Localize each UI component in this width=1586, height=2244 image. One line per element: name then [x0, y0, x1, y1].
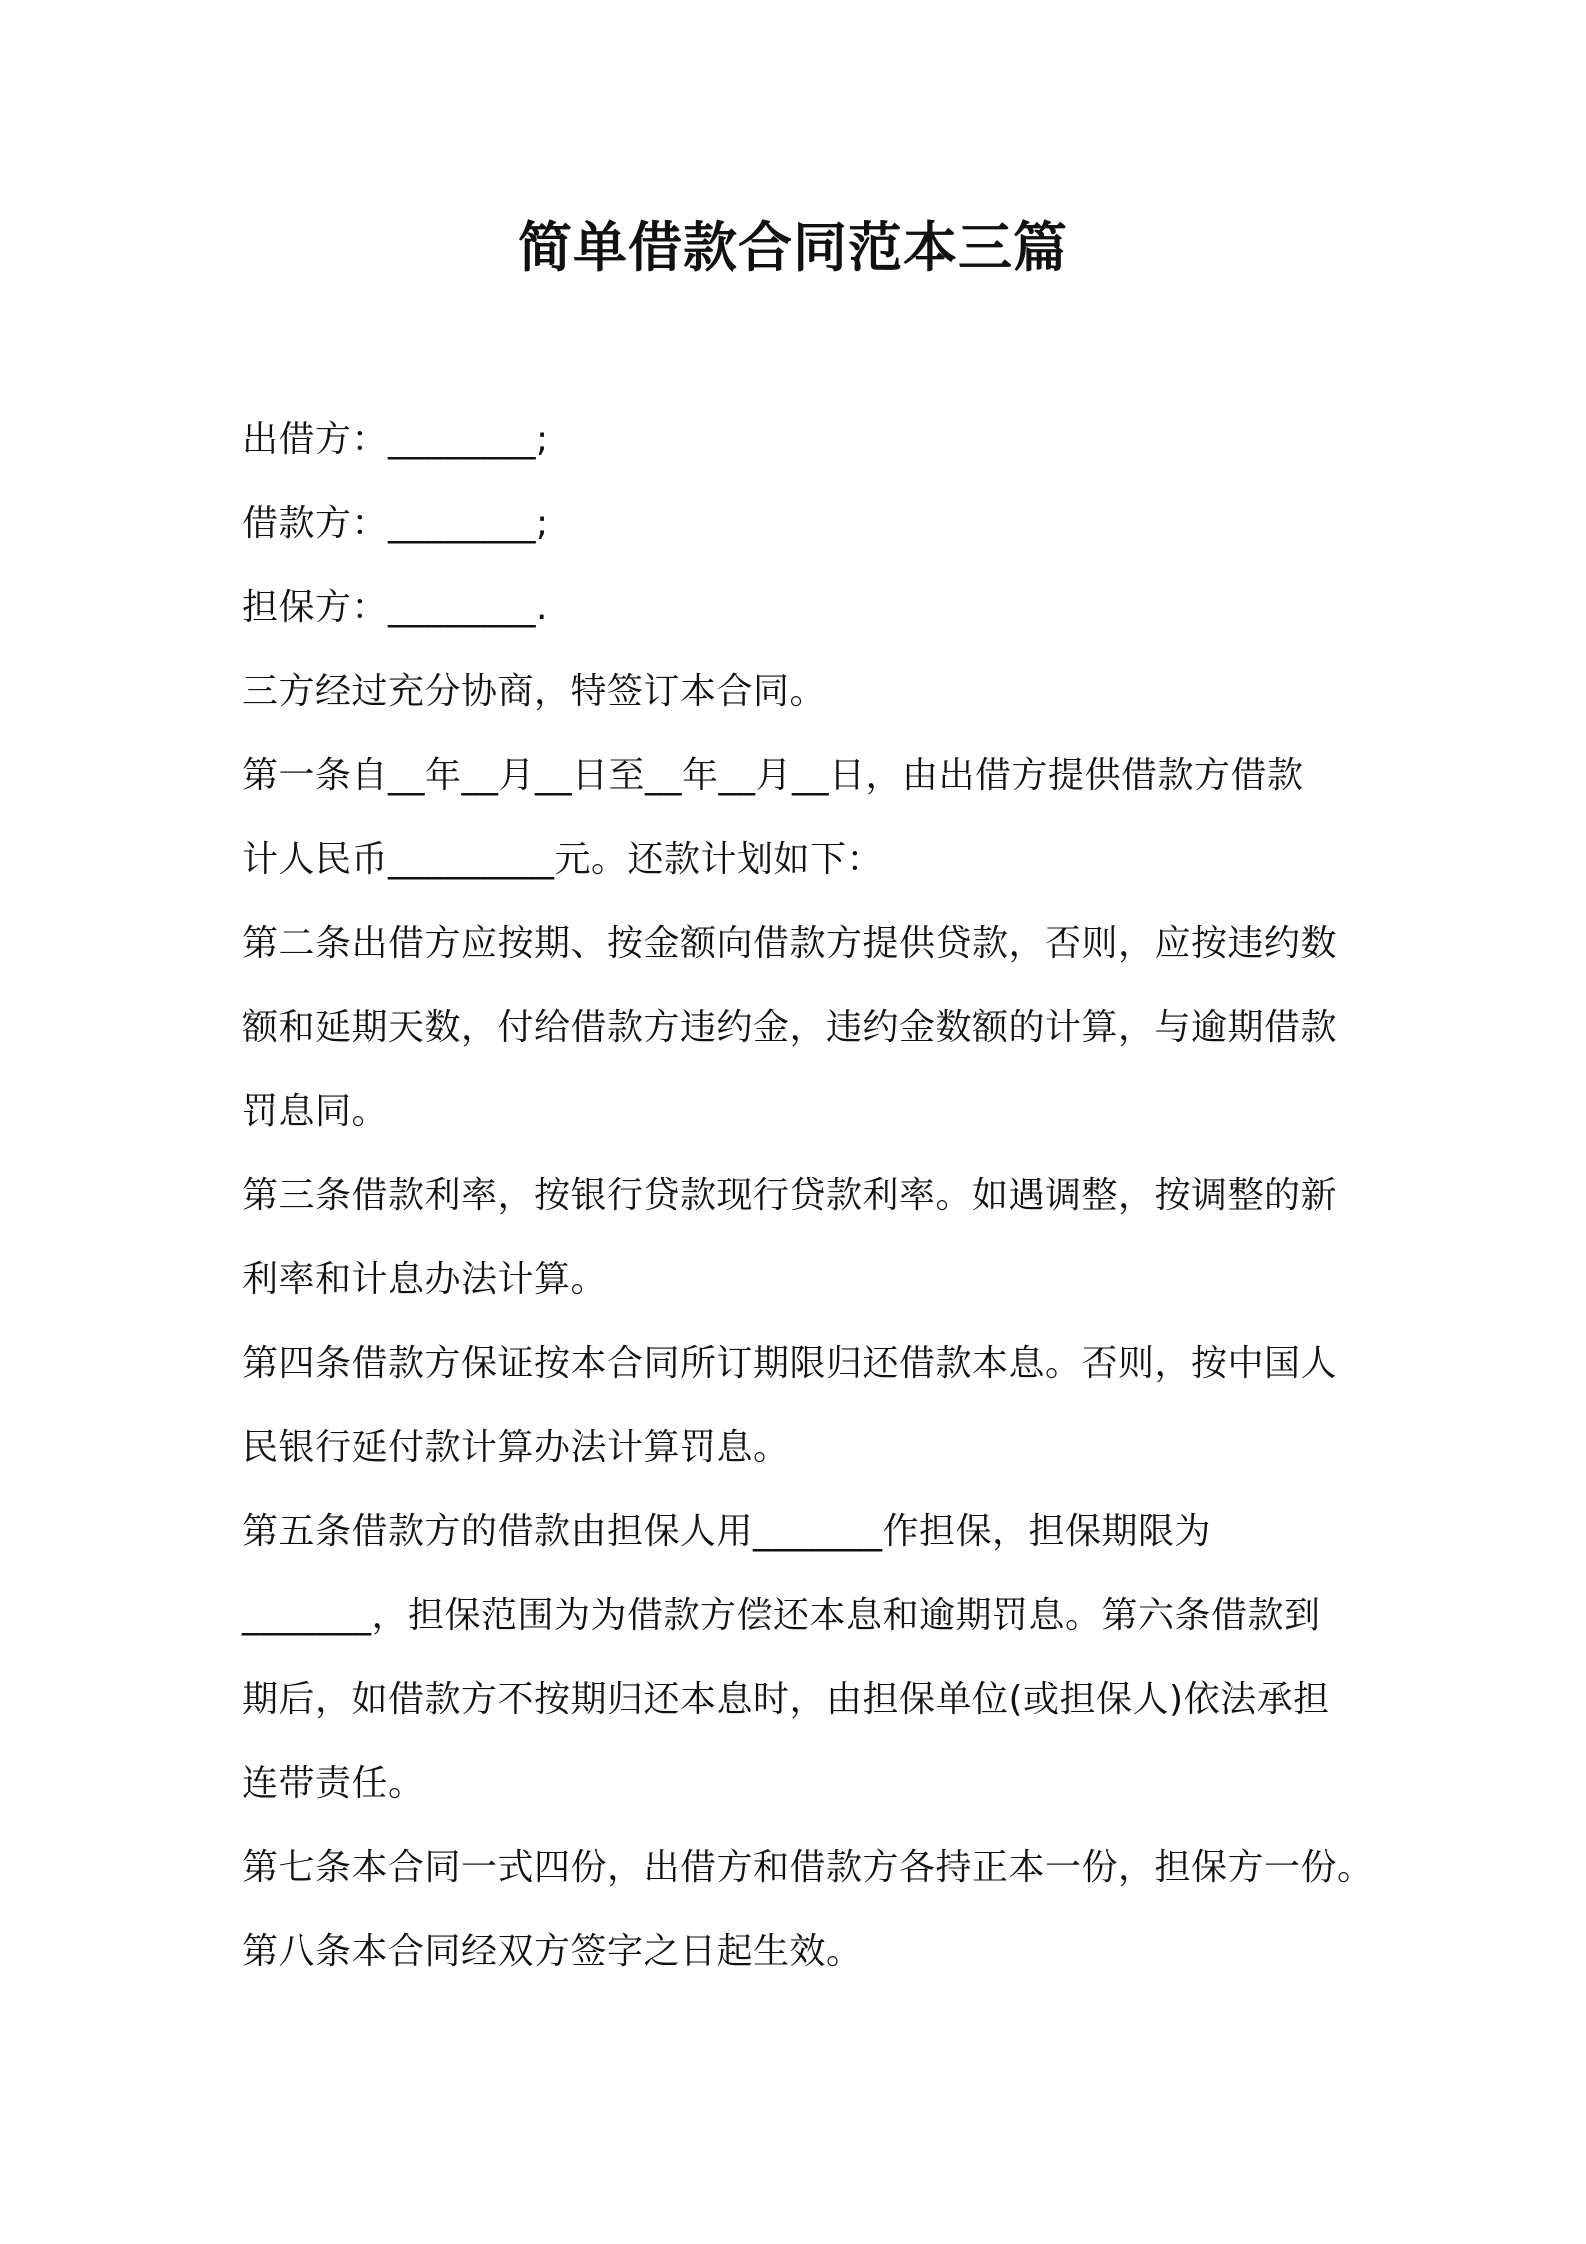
article-6-line-2: 连带责任。: [242, 1763, 425, 1804]
document-body: [242, 398, 1374, 1994]
article-2-line-3: 罚息同。: [242, 1091, 389, 1132]
article-7-line: 第七条本合同一式四份，出借方和借款方各持正本一份，担保方一份。: [242, 1847, 1374, 1888]
guarantor-line: 担保方：________.: [242, 587, 548, 628]
article-2-line-2: 额和延期天数，付给借款方违约金，违约金数额的计算，与逾期借款: [242, 1007, 1338, 1048]
article-5-line-2: _______，担保范围为为借款方偿还本息和逾期罚息。第六条借款到: [242, 1595, 1321, 1636]
article-4-line-2: 民银行延付款计算办法计算罚息。: [242, 1427, 790, 1468]
preamble-line: 三方经过充分协商，特签订本合同。: [242, 671, 827, 712]
article-4-line-1: 第四条借款方保证按本合同所订期限归还借款本息。否则，按中国人: [242, 1343, 1338, 1384]
lender-line: 出借方：________;: [242, 419, 549, 460]
article-6-line-1: 期后，如借款方不按期归还本息时，由担保单位(或担保人)依法承担: [242, 1679, 1330, 1720]
document-title: 简单借款合同范本三篇: [518, 216, 1068, 279]
article-2-line-1: 第二条出借方应按期、按金额向借款方提供贷款，否则，应按违约数: [242, 923, 1338, 964]
article-1-line-2: 计人民币_________元。还款计划如下：: [242, 839, 884, 880]
article-5-line-1: 第五条借款方的借款由担保人用_______作担保，担保期限为: [242, 1511, 1212, 1552]
article-1-line-1: 第一条自__年__月__日至__年__月__日，由出借方提供借款方借款: [242, 755, 1304, 796]
article-3-line-2: 利率和计息办法计算。: [242, 1259, 608, 1300]
borrower-line: 借款方：________;: [242, 503, 549, 544]
article-3-line-1: 第三条借款利率，按银行贷款现行贷款利率。如遇调整，按调整的新: [242, 1175, 1338, 1216]
article-8-line: 第八条本合同经双方签字之日起生效。: [242, 1931, 863, 1972]
